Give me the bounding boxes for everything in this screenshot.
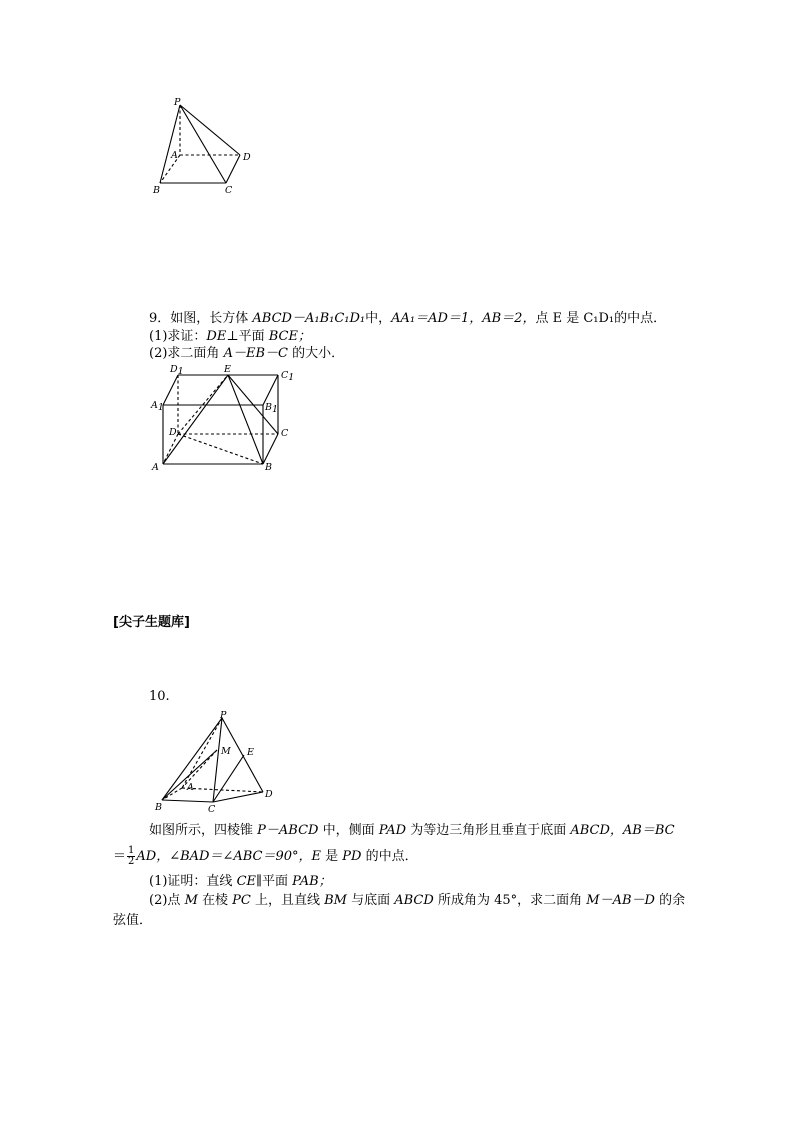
label-A: A <box>187 782 194 793</box>
edge-AB-hidden <box>162 788 182 800</box>
edge-CD <box>213 792 263 802</box>
pyramid-figure-1 <box>150 95 265 200</box>
q9-stem: 9．如图，长方体 ABCD－A₁B₁C₁D₁中，AA₁＝AD＝1，AB＝2，点 E 是 C₁D₁的中点． <box>149 311 667 326</box>
edge-EB <box>228 375 263 464</box>
edge-PC <box>180 105 226 183</box>
label-B: B <box>153 185 160 196</box>
label-C1: C1 <box>281 370 295 383</box>
edge-BC <box>263 434 278 464</box>
edge-PD <box>180 105 240 155</box>
edge-B1C1 <box>263 375 278 405</box>
edge-CD <box>226 155 240 183</box>
q10-number: 10. <box>149 689 170 704</box>
label-P: P <box>174 97 181 108</box>
edge-EA <box>163 375 228 464</box>
label-M: M <box>221 746 231 757</box>
edge-BC <box>162 800 213 802</box>
label-D: D <box>265 789 273 800</box>
label-A: A <box>171 150 178 161</box>
fraction-one-half: $\frac{1}{2}$ <box>128 845 135 867</box>
label-B1: B1 <box>265 402 279 415</box>
label-A: A <box>152 462 159 473</box>
label-A1: A1 <box>151 400 164 413</box>
pyramid-figure-2 <box>150 710 280 814</box>
q10-stem-line1: 如图所示，四棱锥 P－ABCD 中，侧面 PAD 为等边三角形且垂直于底面 ABCD，AB＝BC <box>149 823 675 838</box>
label-B: B <box>155 802 162 813</box>
edge-AD-hidden <box>182 788 263 792</box>
edge-A1D1 <box>163 375 178 405</box>
edge-DB-hidden <box>178 434 263 464</box>
label-D: D <box>169 427 177 438</box>
q10-stem-line2: ＝ $\frac{1}{2}$ AD，∠BAD＝∠ABC＝90°，E 是 PD 的中点． <box>113 845 418 867</box>
label-E: E <box>224 364 231 375</box>
label-D1: D1 <box>170 364 184 377</box>
label-P: P <box>220 710 227 721</box>
edge-AD-hidden <box>163 434 178 464</box>
q9-number: 9． <box>149 311 171 326</box>
label-D: D <box>243 152 251 163</box>
q10-part2-cont: 弦值． <box>113 913 153 928</box>
section-title: [尖子生题库] <box>113 615 190 630</box>
q10-part2: (2)点 M 在棱 PC 上，且直线 BM 与底面 ABCD 所成角为 45°，求二面角 M－AB－D 的余 <box>149 893 686 908</box>
label-C: C <box>281 428 289 439</box>
label-C: C <box>225 185 233 196</box>
label-E: E <box>247 747 254 758</box>
label-C: C <box>208 804 216 815</box>
q9-part1: (1)求证：DE⊥平面 BCE； <box>149 329 311 344</box>
cuboid-figure <box>148 362 293 474</box>
q9-part2: (2)求二面角 A－EB－C 的大小． <box>149 346 345 361</box>
q10-part1: (1)证明：直线 CE∥平面 PAB； <box>149 874 332 889</box>
edge-PB <box>160 105 180 183</box>
label-B: B <box>265 462 272 473</box>
